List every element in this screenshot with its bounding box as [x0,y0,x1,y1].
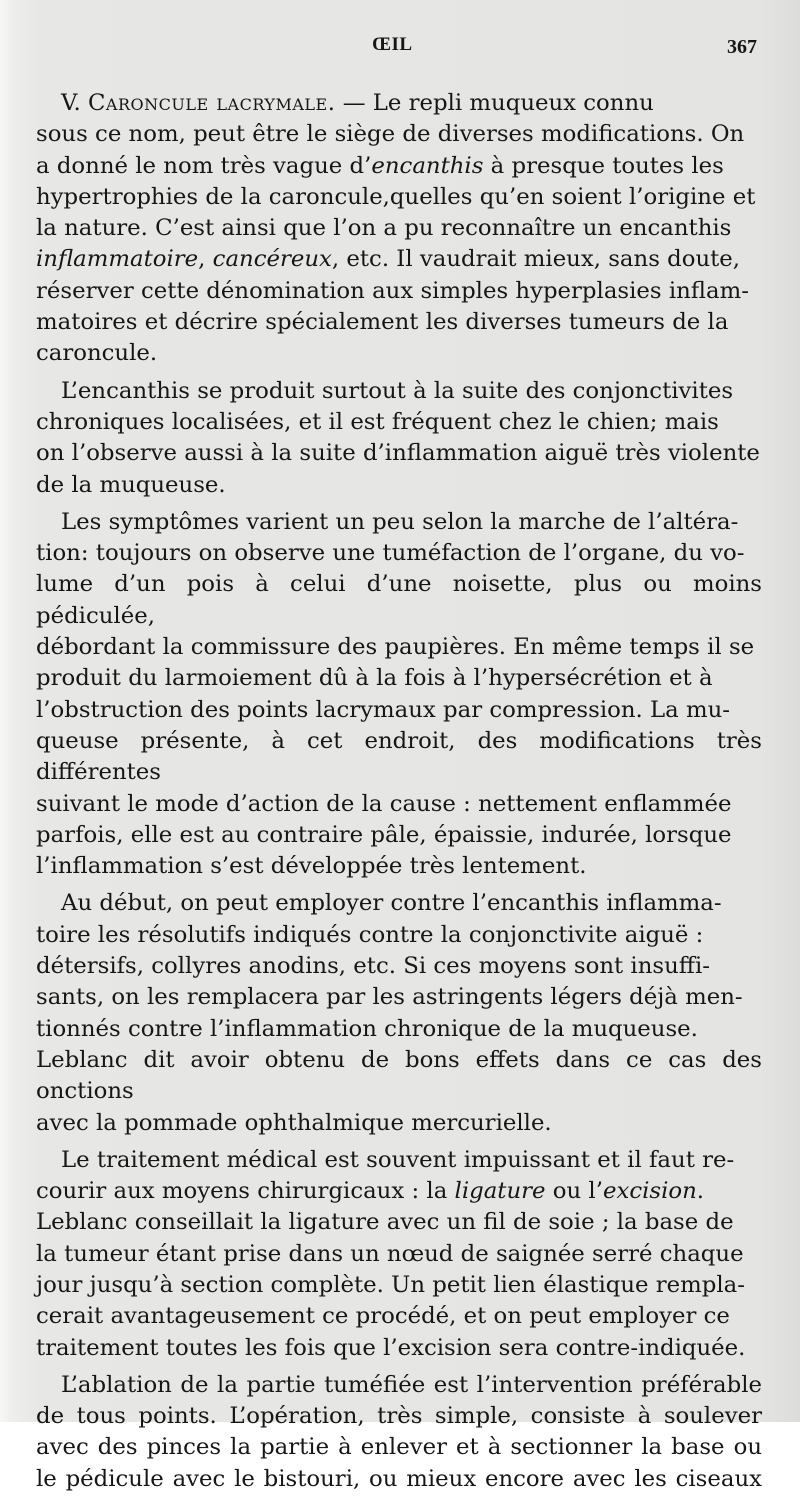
paragraph [36,1370,762,1495]
text-run: jour jusqu’à section complète. Un petit lien élastique rempla- [36,1271,745,1298]
text-run: à presque toutes les [483,152,724,179]
text-run: , [198,246,213,273]
text-run: lume d’un pois à celui d’une noisette, plus ou moins pédiculée, [36,571,762,629]
text-run: matoires et décrire spécialement les diverses tumeurs de la [36,309,729,336]
text-run: la nature. C’est ainsi que l’on a pu reconnaître un encanthis [36,215,732,242]
text-run: , etc. Il vaudrait mieux, sans doute, [331,246,741,273]
italic-term: cancéreux [212,246,332,273]
text-run: V. [61,90,88,116]
paragraph [36,507,762,883]
text-run: toire les résolutifs indiqués contre la conjonctivite aiguë : [36,921,704,948]
italic-term: inflammatoire [36,246,199,273]
text-run: l’inflammation s’est développée très lentement. [36,853,587,880]
paragraph [36,1145,762,1364]
text-run: . [696,1178,705,1205]
paragraph [36,376,762,501]
text-run: tion: toujours on observe une tuméfaction de l’organe, du vo- [36,540,745,567]
paragraph [36,88,762,370]
text-run: — Le repli muqueux connu [335,90,654,116]
text-run: parfois, elle est au contraire pâle, épaissie, indurée, lorsque [36,821,732,848]
text-run: de tous points. L’opération, très simple, consiste à soulever [36,1403,762,1430]
text-run: l’obstruction des points lacrymaux par compression. La mu- [36,696,731,723]
text-run: avec la pommade ophthalmique mercurielle. [36,1109,552,1136]
page-number: 367 [727,36,757,58]
text-run: a donné le nom très vague d’ [36,152,372,179]
text-run: débordant la commissure des paupières. En même temps il se [36,634,755,661]
text-run: L’ablation de la partie tuméfiée est l’intervention préférable [61,1371,762,1398]
text-run: L’encanthis se produit surtout à la suite des conjonctivites [61,377,734,404]
paragraph [36,888,762,1138]
text-run: Le traitement médical est souvent impuissant et il faut re- [61,1146,735,1173]
text-run: courir aux moyens chirurgicaux : la [36,1178,455,1205]
text-run: produit du larmoiement dû à la fois à l’hypersécrétion et à [36,665,713,692]
text-run: la tumeur étant prise dans un nœud de saignée serré chaque [36,1240,744,1267]
text-run: Les symptômes varient un peu selon la marche de l’altéra- [61,508,739,535]
text-run: queuse présente, à cet endroit, des modifications très différentes [36,727,762,786]
running-head: ŒIL [372,34,413,55]
text-run: réserver cette dénomination aux simples hyperplasies inflam- [36,277,749,304]
text-run: Au début, on peut employer contre l’encanthis inflamma- [61,890,722,917]
italic-term: excision [602,1178,697,1205]
text-run: caroncule. [36,340,158,367]
text-run: Leblanc dit avoir obtenu de bons effets dans ce cas des onctions [36,1046,762,1105]
text-run: de la muqueuse. [36,471,226,498]
text-run: le pédicule avec le bistouri, ou mieux encore avec les ciseaux [36,1465,762,1492]
italic-term: encanthis [371,152,484,179]
text-run: tionnés contre l’inflammation chronique de la muqueuse. [36,1015,698,1042]
section-heading: Caroncule lacrymale. [87,90,336,116]
text-run: avec des pinces la partie à enlever et à sectionner la base ou [36,1434,762,1461]
text-run: on l’observe aussi à la suite d’inflammation aiguë très violente [36,440,760,467]
text-run: détersifs, collyres anodins, etc. Si ces moyens sont insuffi- [36,953,710,980]
text-run: ou l’ [545,1178,603,1205]
text-run: sants, on les remplacera par les astringents légers déjà men- [36,984,743,1011]
text-run: sous ce nom, peut être le siège de diverses modifications. On [36,121,745,148]
text-run: chroniques localisées, et il est fréquent chez le chien; mais [36,408,719,435]
italic-term: ligature [454,1178,546,1205]
text-run: cerait avantageusement ce procédé, et on peut employer ce [36,1303,730,1330]
text-run: hypertrophies de la caroncule,quelles qu’en soient l’origine et [36,183,756,210]
text-run: Leblanc conseillait la ligature avec un fil de soie ; la base de [36,1209,734,1236]
body-text [36,88,762,1501]
text-run: suivant le mode d’action de la cause : nettement enflammée [36,790,732,817]
page-header [0,34,800,64]
text-run: traitement toutes les fois que l’excision sera contre-indiquée. [36,1334,746,1361]
